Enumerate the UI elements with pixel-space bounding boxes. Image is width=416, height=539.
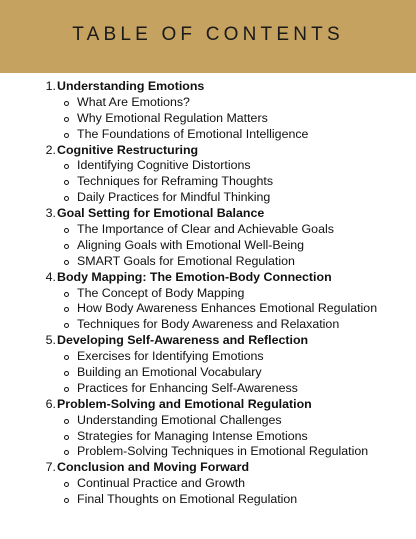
hollow-bullet-icon bbox=[64, 260, 69, 265]
table-of-contents-list bbox=[0, 79, 416, 508]
subsection-title: How Body Awareness Enhances Emotional Regulation bbox=[77, 301, 378, 316]
subsection-title: SMART Goals for Emotional Regulation bbox=[77, 253, 295, 268]
section-number: 1. bbox=[45, 79, 56, 93]
section-number: 4. bbox=[45, 269, 56, 284]
toc-subsection-item[interactable] bbox=[0, 111, 416, 127]
subsection-title: Understanding Emotional Challenges bbox=[77, 412, 282, 427]
section-title: Developing Self-Awareness and Reflection bbox=[57, 333, 309, 348]
hollow-bullet-icon bbox=[64, 244, 69, 249]
hollow-bullet-icon bbox=[64, 180, 69, 185]
hollow-bullet-icon bbox=[64, 307, 69, 312]
hollow-bullet-icon bbox=[64, 323, 69, 328]
toc-section-heading[interactable] bbox=[0, 397, 416, 413]
hollow-bullet-icon bbox=[64, 196, 69, 201]
section-number: 7. bbox=[45, 460, 56, 475]
subsection-title: Problem-Solving Techniques in Emotional Regulation bbox=[77, 444, 369, 459]
toc-subsection-item[interactable] bbox=[0, 174, 416, 190]
toc-subsection-item[interactable] bbox=[0, 301, 416, 317]
page-title: TABLE OF CONTENTS bbox=[72, 24, 344, 45]
toc-subsection-item[interactable] bbox=[0, 413, 416, 429]
toc-subsection-item[interactable] bbox=[0, 444, 416, 460]
subsection-title: Techniques for Reframing Thoughts bbox=[77, 174, 274, 189]
hollow-bullet-icon bbox=[64, 101, 69, 106]
subsection-title: Continual Practice and Growth bbox=[77, 476, 246, 491]
toc-subsection-item[interactable] bbox=[0, 286, 416, 302]
subsection-title: Exercises for Identifying Emotions bbox=[77, 349, 264, 364]
toc-subsection-item[interactable] bbox=[0, 476, 416, 492]
toc-subsection-item[interactable] bbox=[0, 349, 416, 365]
section-title: Goal Setting for Emotional Balance bbox=[57, 206, 265, 221]
hollow-bullet-icon bbox=[64, 371, 69, 376]
section-title: Problem-Solving and Emotional Regulation bbox=[57, 396, 312, 411]
hollow-bullet-icon bbox=[64, 387, 69, 392]
toc-subsection-item[interactable] bbox=[0, 381, 416, 397]
toc-subsection-item[interactable] bbox=[0, 238, 416, 254]
toc-subsection-item[interactable] bbox=[0, 95, 416, 111]
toc-subsection-item[interactable] bbox=[0, 365, 416, 381]
hollow-bullet-icon bbox=[64, 117, 69, 122]
toc-subsection-item[interactable] bbox=[0, 127, 416, 143]
subsection-title: The Foundations of Emotional Intelligence bbox=[77, 126, 309, 141]
section-number: 2. bbox=[45, 142, 56, 157]
hollow-bullet-icon bbox=[64, 355, 69, 360]
toc-subsection-item[interactable] bbox=[0, 317, 416, 333]
toc-section-heading[interactable] bbox=[0, 206, 416, 222]
subsection-title: Practices for Enhancing Self-Awareness bbox=[77, 380, 298, 395]
hollow-bullet-icon bbox=[64, 164, 69, 169]
hollow-bullet-icon bbox=[64, 498, 69, 503]
subsection-title: Why Emotional Regulation Matters bbox=[77, 110, 268, 125]
header-banner bbox=[0, 0, 416, 73]
toc-section-heading[interactable] bbox=[0, 143, 416, 159]
toc-subsection-item[interactable] bbox=[0, 429, 416, 445]
hollow-bullet-icon bbox=[64, 228, 69, 233]
section-title: Body Mapping: The Emotion-Body Connection bbox=[57, 269, 332, 284]
section-title: Conclusion and Moving Forward bbox=[57, 460, 250, 475]
hollow-bullet-icon bbox=[64, 419, 69, 424]
subsection-title: Strategies for Managing Intense Emotions bbox=[77, 428, 308, 443]
toc-subsection-item[interactable] bbox=[0, 158, 416, 174]
hollow-bullet-icon bbox=[64, 133, 69, 138]
section-number: 6. bbox=[45, 396, 56, 411]
subsection-title: The Importance of Clear and Achievable Goals bbox=[77, 222, 334, 237]
subsection-title: Daily Practices for Mindful Thinking bbox=[77, 190, 271, 205]
section-number: 5. bbox=[45, 333, 56, 348]
toc-subsection-item[interactable] bbox=[0, 190, 416, 206]
subsection-title: Aligning Goals with Emotional Well-Being bbox=[77, 237, 305, 252]
section-title: Cognitive Restructuring bbox=[57, 142, 199, 157]
toc-section-heading[interactable] bbox=[0, 270, 416, 286]
toc-subsection-item[interactable] bbox=[0, 222, 416, 238]
toc-subsection-item[interactable] bbox=[0, 254, 416, 270]
hollow-bullet-icon bbox=[64, 435, 69, 440]
section-title: Understanding Emotions bbox=[57, 79, 205, 93]
subsection-title: The Concept of Body Mapping bbox=[77, 285, 245, 300]
hollow-bullet-icon bbox=[64, 482, 69, 487]
subsection-title: Techniques for Body Awareness and Relaxation bbox=[77, 317, 340, 332]
subsection-title: Identifying Cognitive Distortions bbox=[77, 158, 251, 173]
toc-section-heading[interactable] bbox=[0, 460, 416, 476]
toc-subsection-item[interactable] bbox=[0, 492, 416, 508]
subsection-title: Building an Emotional Vocabulary bbox=[77, 365, 262, 380]
hollow-bullet-icon bbox=[64, 292, 69, 297]
toc-section-heading[interactable] bbox=[0, 79, 416, 95]
subsection-title: Final Thoughts on Emotional Regulation bbox=[77, 492, 298, 507]
section-number: 3. bbox=[45, 206, 56, 221]
subsection-title: What Are Emotions? bbox=[77, 94, 190, 109]
toc-section-heading[interactable] bbox=[0, 333, 416, 349]
hollow-bullet-icon bbox=[64, 450, 69, 455]
